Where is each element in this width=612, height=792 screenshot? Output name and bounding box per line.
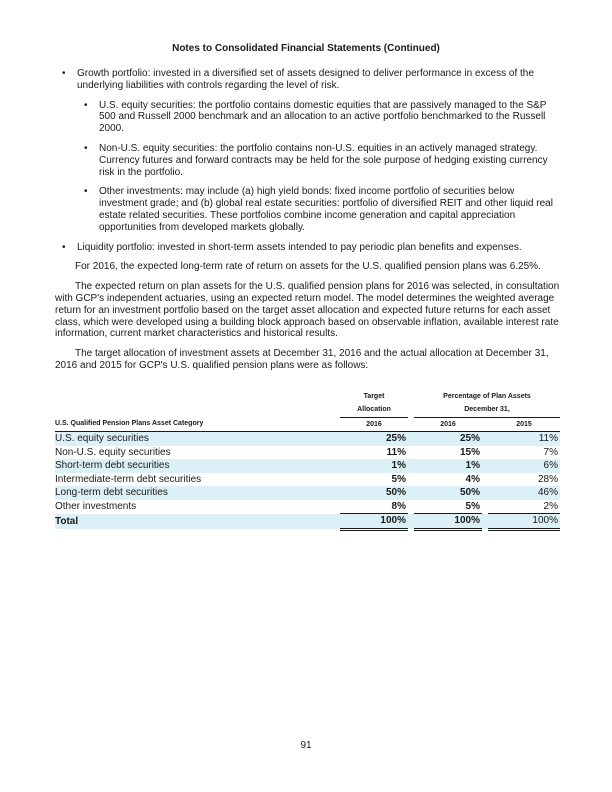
paragraph-expected-return-rate: For 2016, the expected long-term rate of return on assets for the U.S. qualified pension plans was 6.25%. bbox=[75, 261, 541, 273]
total-target-2016: 100% bbox=[340, 514, 408, 530]
cell-actual-2015: 46% bbox=[537, 487, 558, 499]
row-label: U.S. equity securities bbox=[55, 433, 149, 445]
total-actual-2015: 100% bbox=[488, 514, 560, 530]
table-row bbox=[55, 473, 560, 487]
row-label: Non-U.S. equity securities bbox=[55, 446, 171, 458]
cell-target-2016: 25% bbox=[385, 433, 406, 445]
percentage-plan-assets-header: Percentage of Plan Assets December 31, bbox=[414, 390, 560, 418]
category-header: U.S. Qualified Pension Plans Asset Category bbox=[55, 417, 340, 432]
cell-actual-2016: 1% bbox=[465, 460, 480, 472]
column-2015-actual: 2015 bbox=[488, 417, 560, 432]
paragraph-target-allocation: The target allocation of investment assets at December 31, 2016 and the actual allocation at December 31, 2016 and 2015 for GCP's U.S. qualified pension plans were as follows: bbox=[55, 348, 549, 371]
cell-target-2016: 5% bbox=[391, 473, 406, 485]
column-2016-actual: 2016 bbox=[414, 417, 482, 432]
bullet-growth: • Growth portfolio: invested in a diversified set of assets designed to deliver performance in excess of the underlying liabilities with controls regarding the level of risk. bbox=[55, 68, 560, 92]
bullet-other-investments: • Other investments: may include (a) high yield bonds: fixed income portfolio of securities below investment grade; and (b) global real estate securities: portfolio of diversified REIT and other liquid real estate related securities. These portfolios combine income generation and capital appreciation opportunities from developed markets globally. bbox=[77, 186, 560, 233]
cell-target-2016: 50% bbox=[385, 487, 406, 499]
cell-actual-2016: 4% bbox=[465, 473, 480, 485]
cell-actual-2015: 7% bbox=[543, 446, 558, 458]
table-row bbox=[55, 432, 560, 446]
cell-target-2016: 8% bbox=[340, 500, 408, 514]
cell-actual-2015: 28% bbox=[537, 473, 558, 485]
total-actual-2016: 100% bbox=[414, 514, 482, 530]
row-label: Intermediate-term debt securities bbox=[55, 473, 202, 485]
table-row bbox=[55, 486, 560, 500]
table-total-row bbox=[55, 514, 560, 530]
page-number: 91 bbox=[300, 740, 312, 751]
cell-actual-2016: 5% bbox=[414, 500, 482, 514]
cell-actual-2015: 2% bbox=[488, 500, 560, 514]
cell-target-2016: 1% bbox=[391, 460, 406, 472]
page-header: Notes to Consolidated Financial Statements (Continued) bbox=[172, 43, 440, 54]
cell-actual-2016: 15% bbox=[459, 446, 480, 458]
bullet-us-equity: • U.S. equity securities: the portfolio contains domestic equities that are passively managed to the S&P 500 and Russell 2000 benchmark and an allocation to an active portfolio benchmarked to the Russell 2000. bbox=[77, 100, 560, 135]
cell-actual-2016: 25% bbox=[459, 433, 480, 445]
table-row bbox=[55, 459, 560, 473]
allocation-table bbox=[55, 390, 560, 531]
total-label: Total bbox=[55, 515, 79, 527]
cell-actual-2015: 11% bbox=[538, 433, 558, 445]
table-row bbox=[55, 446, 560, 460]
paragraph-expected-return-model: The expected return on plan assets for the U.S. qualified pension plans for 2016 was selected, in consultation with GCP's independent actuaries, using an expected return model. The model determines the weighted average return for an investment portfolio based on the target asset allocation and expected future returns for each asset class, which were developed using a building block approach based on observable inflation, available interest rate information, current market characteristics and historical results. bbox=[55, 281, 560, 340]
cell-target-2016: 11% bbox=[386, 446, 406, 458]
row-label: Short-term debt securities bbox=[55, 460, 170, 472]
bullet-non-us-equity: • Non-U.S. equity securities: the portfolio contains non-U.S. equities in an actively managed strategy. Currency futures and forward contracts may be held for the sole purpose of hedging existing currency risk in the portfolio. bbox=[77, 143, 560, 178]
row-label: Other investments bbox=[55, 500, 137, 512]
row-label: Long-term debt securities bbox=[55, 487, 168, 499]
column-2016-target: 2016 bbox=[340, 417, 408, 432]
bullet-liquidity: • Liquidity portfolio: invested in short-term assets intended to pay periodic plan benefits and expenses. bbox=[55, 242, 560, 254]
table-row bbox=[55, 500, 560, 514]
target-allocation-header: Target Allocation bbox=[340, 390, 408, 418]
cell-actual-2015: 6% bbox=[543, 460, 558, 472]
cell-actual-2016: 50% bbox=[459, 487, 480, 499]
body-content bbox=[55, 68, 560, 531]
